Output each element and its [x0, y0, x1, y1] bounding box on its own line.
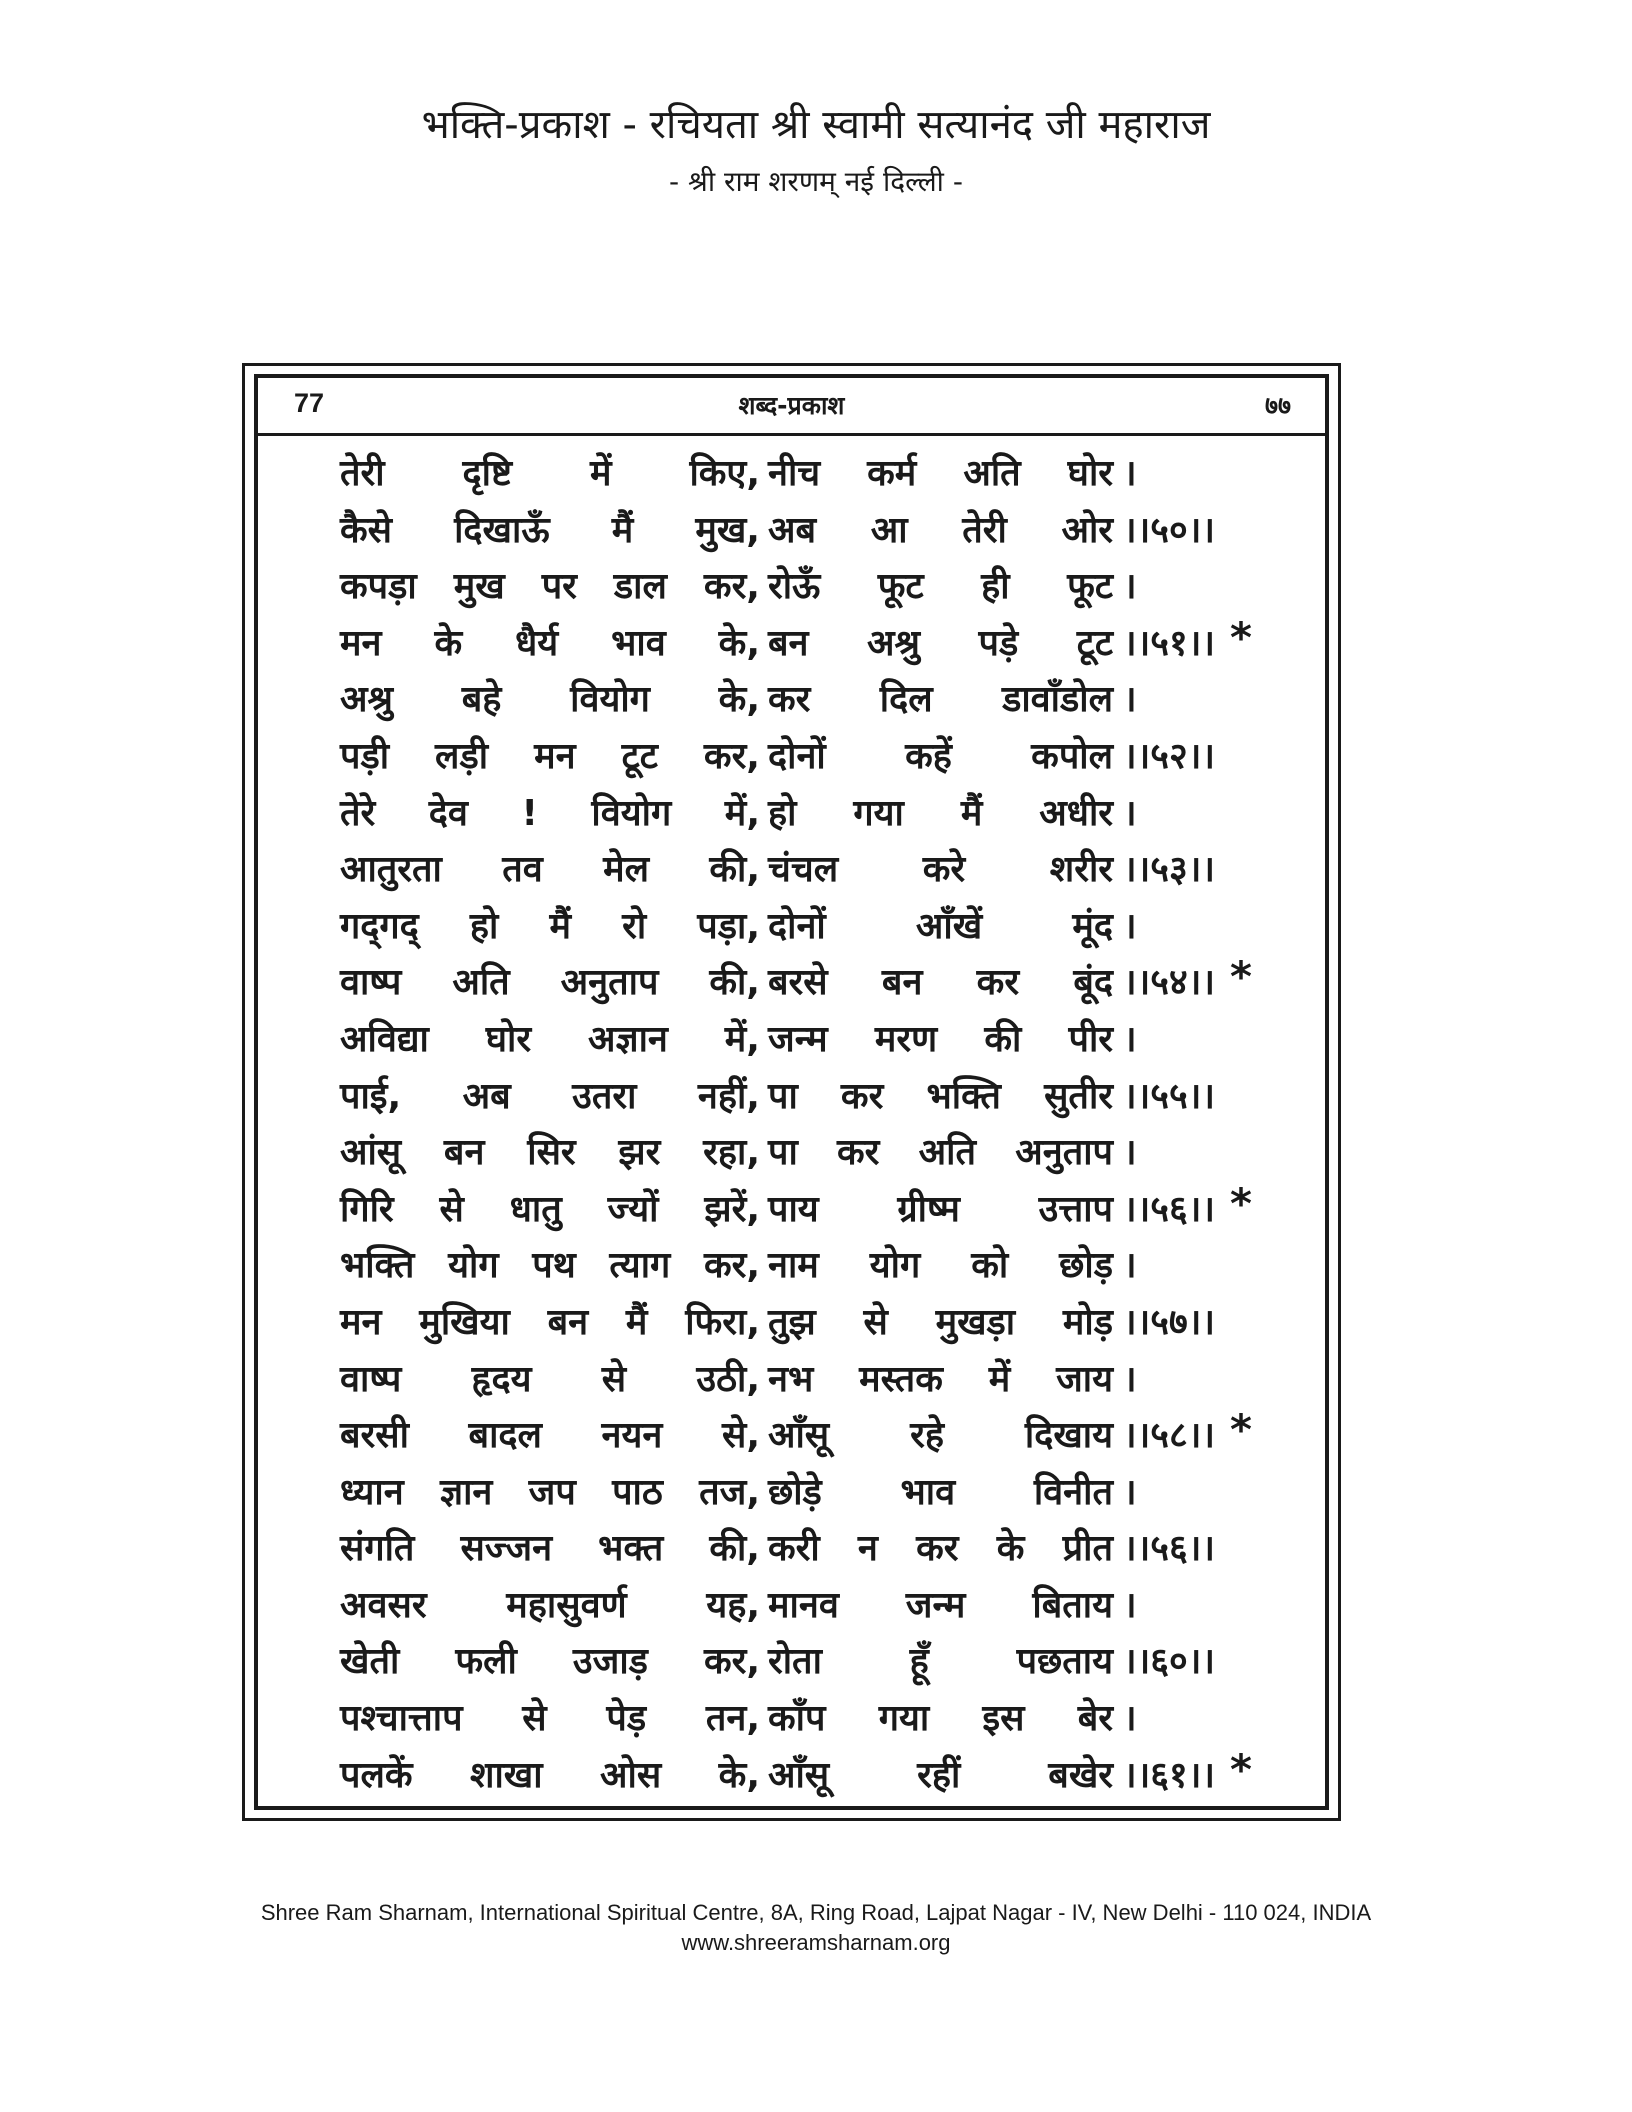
verse-number-mark: । [1123, 1132, 1137, 1174]
verse-first-half: मन मुखिया बन मैं फिरा, [340, 1301, 760, 1343]
verse-second-half: पा कर भक्ति सुतीर [768, 1075, 1113, 1117]
verse-number-mark: ।।६०।। [1123, 1641, 1216, 1683]
verse-first-half: खेती फली उजाड़ कर, [340, 1641, 760, 1683]
verse-second-half: तुझ से मुखड़ा मोड़ [768, 1301, 1113, 1343]
verse-first-half: पड़ी लड़ी मन टूट कर, [340, 735, 760, 777]
page-footer [0, 1898, 1632, 1958]
verse-number-mark: ।।५६।। [1123, 1528, 1216, 1570]
document-subtitle: - श्री राम शरणम् नई दिल्ली - [669, 165, 963, 198]
verse-number-mark: । [1123, 679, 1137, 721]
verse-first-half: अश्रु बहे वियोग के, [340, 679, 760, 721]
verse-first-half: भक्ति योग पथ त्याग कर, [340, 1245, 760, 1287]
page-number-right: ७७ [1264, 391, 1291, 420]
verse-number-mark: ।।५४।। [1123, 962, 1216, 1004]
verse-first-half: पश्चात्ताप से पेड़ तन, [340, 1698, 760, 1740]
verse-second-half: दोनों आँखें मूंद [768, 905, 1113, 947]
book-page-header [258, 384, 1325, 436]
verse-line [340, 842, 1300, 899]
verse-line [340, 1238, 1300, 1295]
asterisk-marker: * [1230, 1178, 1252, 1228]
verse-first-half: कैसे दिखाऊँ मैं मुख, [340, 509, 760, 551]
verse-line [340, 1521, 1300, 1578]
verse-second-half: नभ मस्तक में जाय [768, 1358, 1113, 1400]
verse-second-half: काँप गया इस बेर [768, 1698, 1113, 1740]
verse-line [340, 672, 1300, 729]
verse-first-half: संगति सज्जन भक्त की, [340, 1528, 760, 1570]
verse-first-half: पलकें शाखा ओस के, [340, 1754, 760, 1796]
verse-second-half: रोता हूँ पछताय [768, 1641, 1113, 1683]
verse-line [340, 1691, 1300, 1748]
verse-second-half: मानव जन्म बिताय [768, 1584, 1113, 1626]
verse-first-half: आतुरता तव मेल की, [340, 849, 760, 891]
verse-list [340, 446, 1300, 1804]
verse-second-half: जन्म मरण की पीर [768, 1018, 1113, 1060]
verse-number-mark: । [1123, 1018, 1137, 1060]
verse-line [340, 1405, 1300, 1465]
footer-address: Shree Ram Sharnam, International Spiritual Centre, 8A, Ring Road, Lajpat Nagar - IV, New Delhi - 110 024, INDIA [260, 1900, 1372, 1925]
verse-number-mark: । [1123, 905, 1137, 947]
verse-second-half: बरसे बन कर बूंद [768, 962, 1113, 1004]
verse-line [340, 899, 1300, 956]
verse-second-half: नीच कर्म अति घोर [768, 453, 1113, 494]
verse-number-mark: ।।५२।। [1123, 735, 1216, 777]
verse-first-half: मन के धैर्य भाव के, [340, 622, 760, 664]
verse-second-half: पा कर अति अनुताप [768, 1132, 1113, 1174]
verse-line [340, 1069, 1300, 1126]
verse-number-mark: । [1123, 453, 1137, 494]
verse-line [340, 559, 1300, 616]
verse-number-mark: । [1123, 1698, 1137, 1740]
section-title: शब्द-प्रकाश [738, 391, 845, 420]
verse-first-half: अवसर महासुवर्ण यह, [340, 1584, 760, 1626]
verse-first-half: तेरी दृष्टि में किए, [340, 453, 760, 494]
verse-second-half: बन अश्रु पड़े टूट [768, 622, 1113, 664]
verse-number-mark: ।।५६।। [1123, 1188, 1216, 1230]
verse-line [340, 1125, 1300, 1182]
verse-number-mark: । [1123, 1584, 1137, 1626]
verse-second-half: रोऊँ फूट ही फूट [768, 566, 1113, 608]
verse-line [340, 503, 1300, 560]
verse-line [340, 1295, 1300, 1352]
verse-number-mark: । [1123, 1471, 1137, 1513]
page-number-left: 77 [294, 388, 325, 418]
verse-first-half: बरसी बादल नयन से, [340, 1415, 760, 1457]
verse-first-half: आंसू बन सिर झर रहा, [340, 1132, 760, 1174]
verse-number-mark: ।।५०।। [1123, 509, 1216, 551]
verse-first-half: वाष्प हृदय से उठी, [340, 1358, 760, 1400]
asterisk-marker: * [1230, 612, 1252, 662]
verse-second-half: आँसू रहीं बखेर [768, 1754, 1113, 1796]
verse-second-half: पाय ग्रीष्म उत्ताप [768, 1188, 1113, 1230]
verse-first-half: ध्यान ज्ञान जप पाठ तज, [340, 1471, 760, 1513]
verse-line [340, 1178, 1300, 1239]
verse-number-mark: । [1123, 1245, 1137, 1287]
verse-number-mark: । [1123, 1358, 1137, 1400]
verse-line [340, 1465, 1300, 1522]
verse-line [340, 1012, 1300, 1069]
verse-number-mark: । [1123, 566, 1137, 608]
asterisk-marker: * [1230, 1744, 1252, 1794]
verse-number-mark: ।।५८।। [1123, 1415, 1216, 1457]
verse-second-half: हो गया मैं अधीर [768, 792, 1113, 834]
verse-line [340, 786, 1300, 843]
verse-line [340, 952, 1300, 1012]
verse-line [340, 1744, 1300, 1805]
verse-second-half: अब आ तेरी ओर [768, 509, 1113, 551]
verse-second-half: चंचल करे शरीर [768, 849, 1113, 891]
verse-first-half: कपड़ा मुख पर डाल कर, [340, 566, 760, 608]
verse-first-half: अविद्या घोर अज्ञान में, [340, 1018, 760, 1060]
verse-line [340, 1578, 1300, 1635]
verse-number-mark: । [1123, 792, 1137, 834]
verse-first-half: तेरे देव ! वियोग में, [340, 792, 760, 834]
verse-line [340, 1352, 1300, 1409]
asterisk-marker: * [1230, 952, 1252, 1002]
document-title: भक्ति-प्रकाश - रचियता श्री स्वामी सत्यानंद जी महाराज [421, 102, 1211, 148]
verse-number-mark: ।।५३।। [1123, 849, 1216, 891]
verse-line [340, 446, 1300, 503]
verse-number-mark: ।।५१।। [1123, 622, 1216, 664]
verse-line [340, 1634, 1300, 1691]
page-header [0, 100, 1632, 204]
verse-second-half: कर दिल डावाँडोल [768, 679, 1113, 721]
asterisk-marker: * [1230, 1405, 1252, 1455]
verse-line [340, 729, 1300, 786]
verse-line [340, 612, 1300, 673]
verse-first-half: पाई, अब उतरा नहीं, [340, 1075, 760, 1117]
footer-website: www.shreeramsharnam.org [681, 1930, 951, 1955]
verse-second-half: दोनों कहें कपोल [768, 735, 1113, 777]
verse-second-half: आँसू रहे दिखाय [768, 1415, 1113, 1457]
verse-number-mark: ।।६१।। [1123, 1754, 1216, 1796]
verse-first-half: गिरि से धातु ज्यों झरें, [340, 1188, 760, 1230]
verse-second-half: करी न कर के प्रीत [768, 1528, 1113, 1570]
verse-number-mark: ।।५५।। [1123, 1075, 1216, 1117]
verse-first-half: गद्‌गद् हो मैं रो पड़ा, [340, 905, 760, 947]
verse-second-half: छोड़े भाव विनीत [768, 1471, 1113, 1513]
verse-number-mark: ।।५७।। [1123, 1301, 1216, 1343]
verse-first-half: वाष्प अति अनुताप की, [340, 962, 760, 1004]
verse-second-half: नाम योग को छोड़ [768, 1245, 1113, 1287]
